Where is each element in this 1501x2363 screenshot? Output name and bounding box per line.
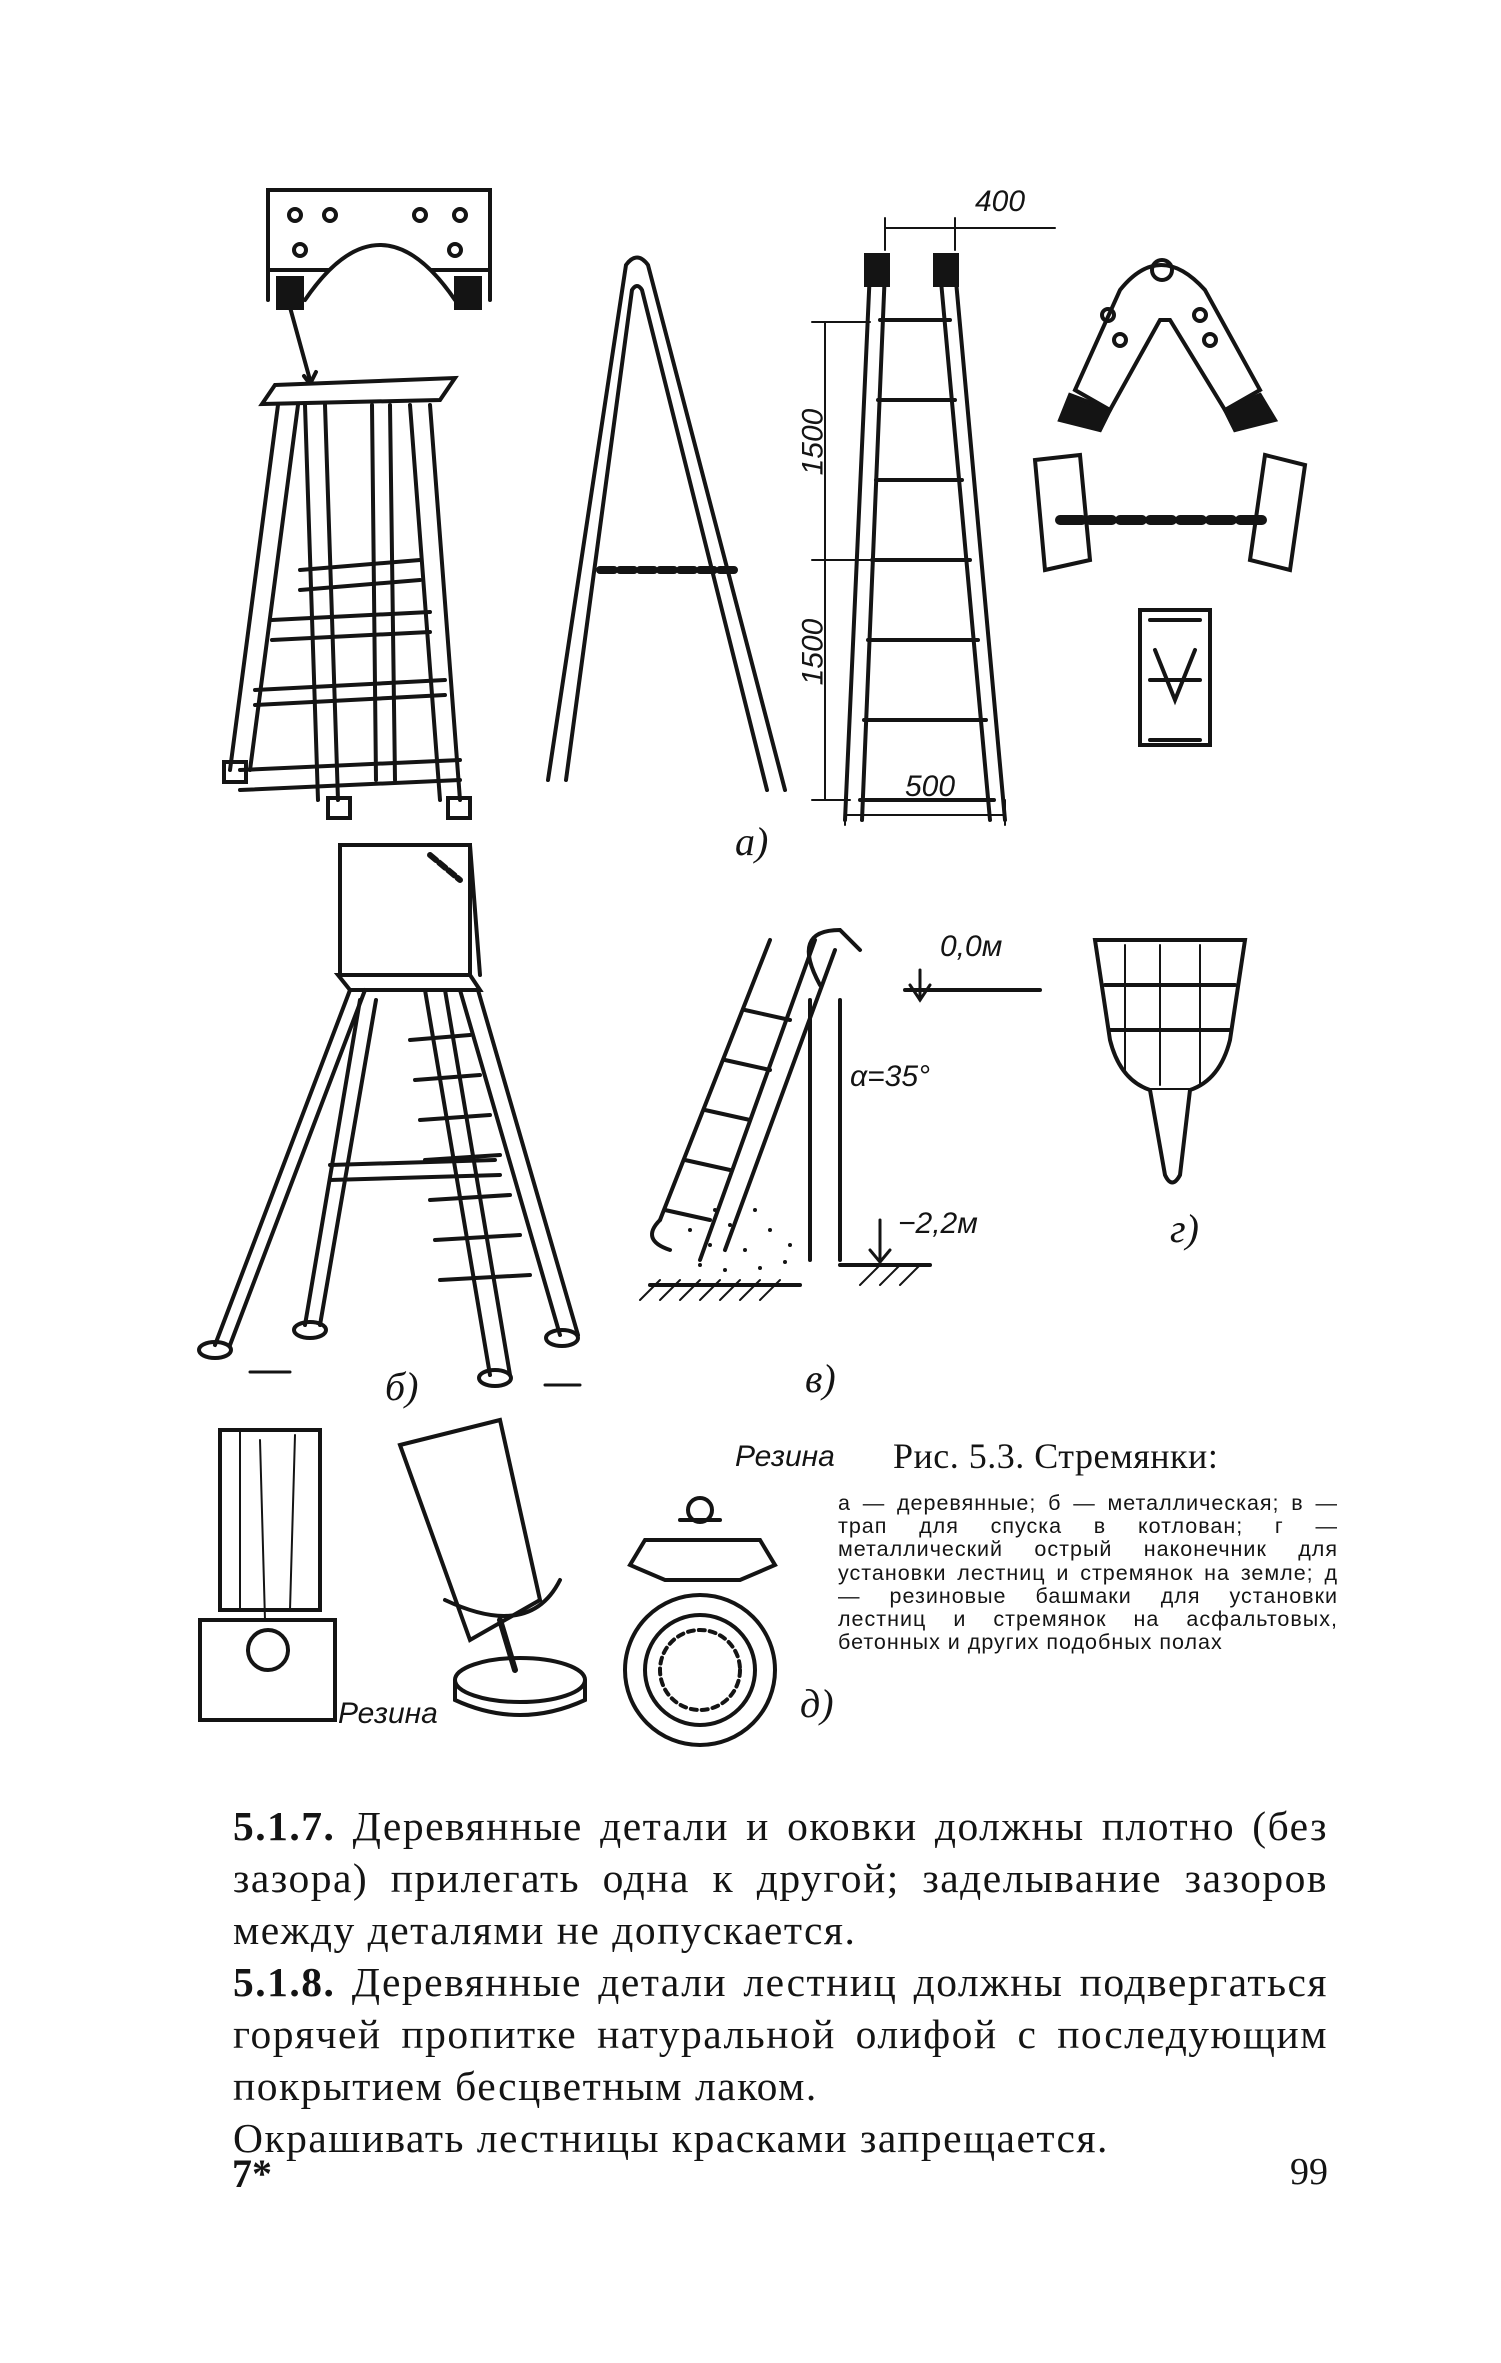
- trap-level-bottom: −2,2м: [898, 1207, 978, 1240]
- rubber-shoe-drawing: [200, 1420, 775, 1745]
- hinge-and-chain-detail-drawing: [1035, 260, 1305, 745]
- fig-label-d: д): [800, 1681, 834, 1726]
- paragraph-number: 5.1.8.: [233, 1959, 336, 2005]
- trap-angle: α=35°: [850, 1060, 930, 1093]
- dim-bottom-width: 500: [905, 770, 956, 803]
- pit-soil-hatching: [640, 1265, 920, 1300]
- rubber-label-top: Резина: [735, 1440, 835, 1473]
- paragraph-body: Деревянные детали лестниц должны подвергаться горячей пропитке натуральной олифой с последующим покрытием бесцветным лаком.: [233, 1959, 1329, 2109]
- dim-upper-height: 1500: [796, 408, 830, 476]
- a-frame-with-chain-drawing: [548, 258, 785, 791]
- fig-label-v: в): [805, 1356, 836, 1401]
- body-text: [233, 1800, 1328, 2164]
- figure-caption-body: а — деревянные; б — металлическая; в — трап для спуска в котлован; г — металлический острый наконечник для установки лестниц и стремянок на земле; д — резиновые башмаки для установки лестниц и стремянок на асфальтовых, бетонных и других подобных полах: [838, 1491, 1338, 1655]
- paragraph-body: Окрашивать лестницы красками запрещается.: [233, 2115, 1109, 2161]
- pit-ladder-drawing: [650, 930, 1040, 1285]
- wooden-stepladder-drawing: [224, 190, 490, 818]
- paragraph-painting-ban: [233, 2112, 1328, 2164]
- figure-caption-title: Рис. 5.3. Стремянки:: [893, 1436, 1219, 1476]
- paragraph-5-1-8: [233, 1956, 1328, 2112]
- paragraph-5-1-7: [233, 1800, 1328, 1956]
- dimensioned-ladder-drawing: [812, 218, 1055, 825]
- page-number: 99: [1290, 2151, 1328, 2193]
- rubber-label-bottom: Резина: [338, 1697, 438, 1730]
- signature-mark: 7*: [232, 2151, 272, 2196]
- dim-top-width: 400: [975, 185, 1026, 218]
- metal-stepladder-drawing: [199, 845, 580, 1386]
- fig-label-g: г): [1170, 1206, 1199, 1251]
- paragraph-body: Деревянные детали и оковки должны плотно (без зазора) прилегать одна к другой; заделывание зазоров между деталями не допускается.: [233, 1803, 1328, 1953]
- fig-label-b: б): [385, 1364, 419, 1409]
- fig-label-a: а): [735, 819, 769, 864]
- trap-level-top: 0,0м: [940, 930, 1003, 963]
- metal-tip-drawing: [1095, 940, 1245, 1183]
- dim-lower-height: 1500: [796, 618, 830, 686]
- paragraph-number: 5.1.7.: [233, 1803, 336, 1849]
